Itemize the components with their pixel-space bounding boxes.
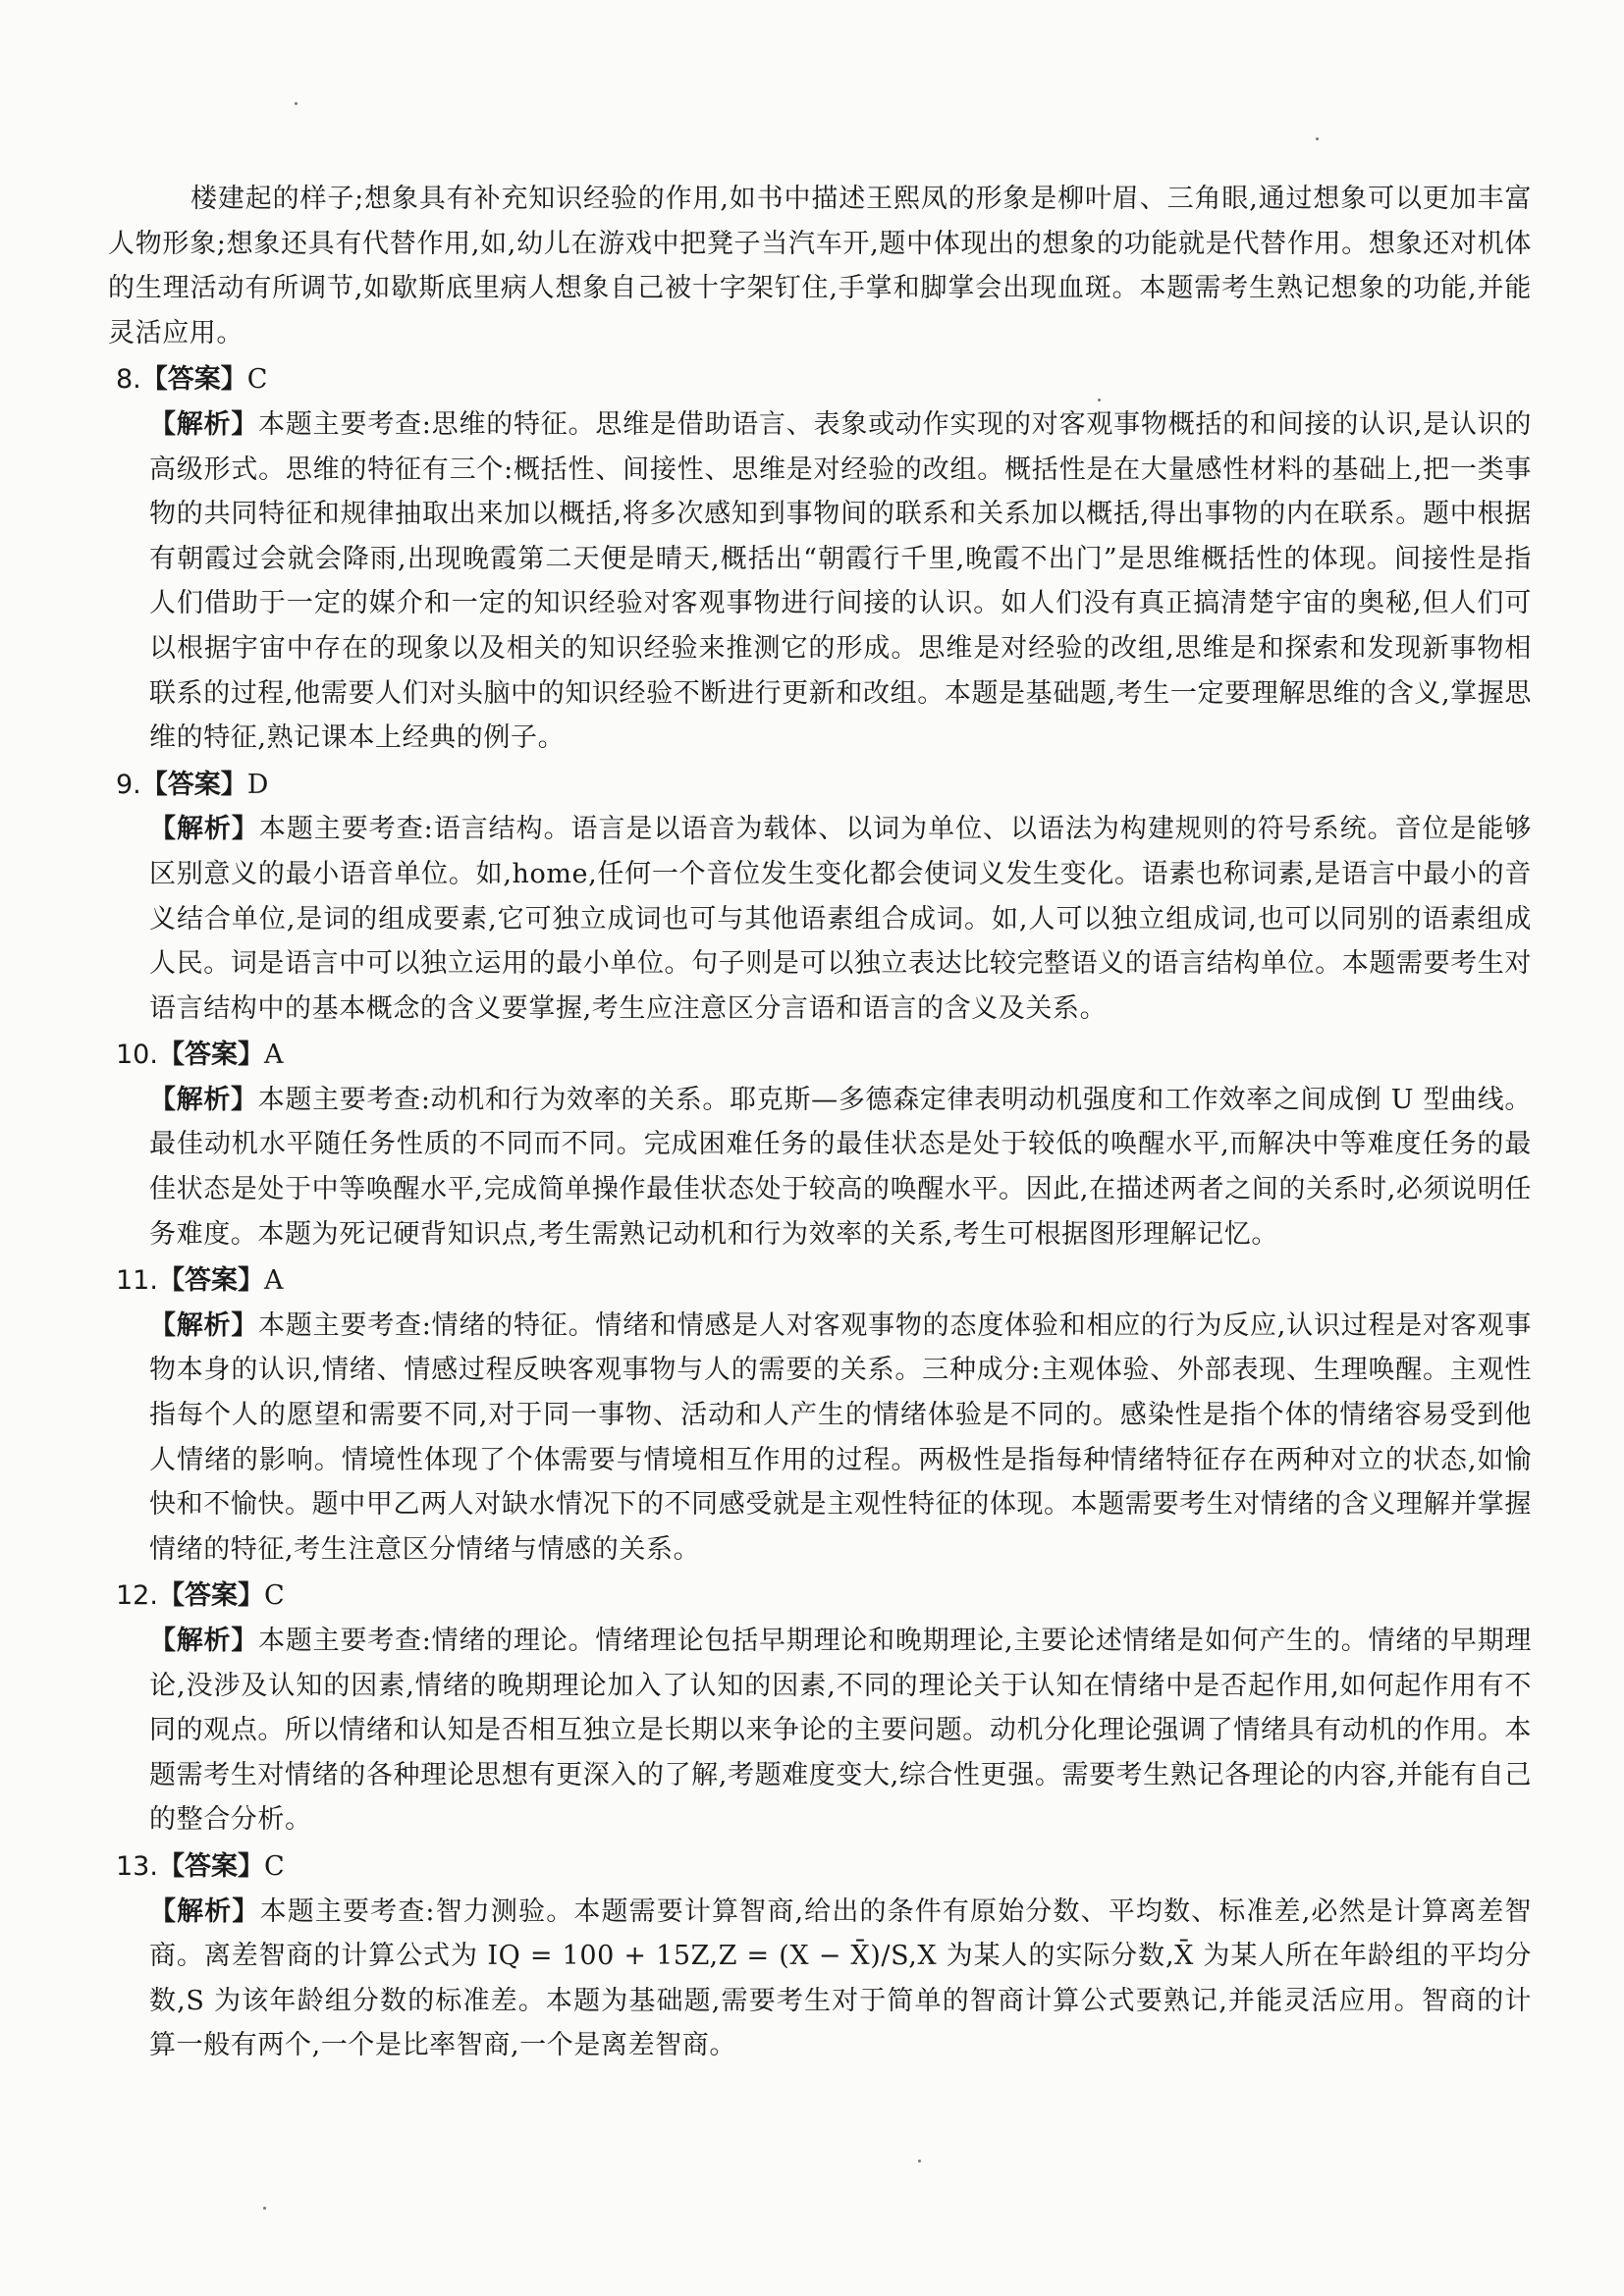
scan-speck (295, 102, 298, 105)
answer-value: D (246, 769, 269, 800)
analysis-text: 本题主要考查:思维的特征。思维是借助语言、表象或动作实现的对客观事物概括的和间接的认识,是认识的高级形式。思维的特征有三个:概括性、间接性、思维是对经验的改组。概括性是在大量感性材料的基础上,把一类事物的共同特征和规律抽取出来加以概括,将多次感知到事物间的联系和关系加以概括,得出事物的内在联系。题中根据有朝霞过会就会降雨,出现晚霞第二天便是晴天,概括出“朝霞行千里,晚霞不出门”是思维概括性的体现。间接性是指人们借助于一定的媒介和一定的知识经验对客观事物进行间接的认识。如人们没有真正搞清楚宇宙的奥秘,但人们可以根据宇宙中存在的现象以及相关的知识经验来推测它的形成。思维是对经验的改组,思维是和探索和发现新事物相联系的过程,他需要人们对头脑中的知识经验不断进行更新和改组。本题是基础题,考生一定要理解思维的含义,掌握思维的特征,熟记课本上经典的例子。 (149, 408, 1532, 754)
analysis-label: 【解析】 (149, 1309, 259, 1341)
answer-line (108, 1574, 1532, 1619)
analysis-label: 【解析】 (149, 1084, 258, 1115)
answer-line (108, 1258, 1532, 1304)
answer-explanations (108, 177, 1532, 2070)
answer-line (108, 763, 1532, 808)
answer-item-13 (108, 1844, 1532, 2068)
answer-item-9 (108, 763, 1532, 1032)
answer-item-8 (108, 357, 1532, 760)
answer-line (108, 1033, 1532, 1078)
analysis-paragraph (108, 807, 1532, 1031)
answer-value: C (263, 1580, 285, 1612)
scan-speck (918, 2160, 921, 2163)
analysis-paragraph (108, 1078, 1532, 1256)
analysis-text: 本题主要考查:情绪的特征。情绪和情感是人对客观事物的态度体验和相应的行为反应,认识过程是对客观事物本身的认识,情绪、情感过程反映客观事物与人的需要的关系。三种成分:主观体验、外部表现、生理唤醒。主观性指每个人的愿望和需要不同,对于同一事物、活动和人产生的情绪体验是不同的。感染性是指个体的情绪容易受到他人情绪的影响。情境性体现了个体需要与情境相互作用的过程。两极性是指每种情绪特征存在两种对立的状态,如愉快和不愉快。题中甲乙两人对缺水情况下的不同感受就是主观性特征的体现。本题需要考生对情绪的含义理解并掌握情绪的特征,考生注意区分情绪与情感的关系。 (149, 1309, 1532, 1565)
answer-label: 【答案】 (157, 1850, 264, 1882)
analysis-label: 【解析】 (149, 408, 259, 440)
answer-value: C (263, 1850, 285, 1882)
scan-speck (263, 2207, 266, 2210)
scan-speck (1316, 137, 1319, 140)
answer-value: A (263, 1265, 284, 1297)
answer-label: 【答案】 (140, 364, 247, 396)
analysis-label: 【解析】 (149, 1896, 260, 1927)
analysis-paragraph (108, 1890, 1532, 2068)
answer-line (108, 357, 1532, 402)
analysis-label: 【解析】 (149, 814, 259, 845)
analysis-paragraph (108, 1619, 1532, 1842)
continuation-paragraph: 楼建起的样子;想象具有补充知识经验的作用,如书中描述王熙凤的形象是柳叶眉、三角眼,通过想象可以更加丰富人物形象;想象还具有代替作用,如,幼儿在游戏中把凳子当汽车开,题中体现出的想象的功能就是代替作用。想象还对机体的生理活动有所调节,如歇斯底里病人想象自己被十字架钉住,手掌和脚掌会出现血斑。本题需考生熟记想象的功能,并能灵活应用。 (108, 184, 1532, 348)
question-number: 12. (116, 1580, 158, 1612)
analysis-text: 本题主要考查:语言结构。语言是以语音为载体、以词为单位、以语法为构建规则的符号系统。音位是能够区别意义的最小语音单位。如,home,任何一个音位发生变化都会使词义发生变化。语素也称词素,是语言中最小的音义结合单位,是词的组成要素,它可独立成词也可与其他语素组合成词。如,人可以独立组成词,也可以同别的语素组成人民。词是语言中可以独立运用的最小单位。句子则是可以独立表达比较完整语义的语言结构单位。本题需要考生对语言结构中的基本概念的含义要掌握,考生应注意区分言语和语言的含义及关系。 (149, 814, 1533, 1024)
analysis-text: 本题主要考查:情绪的理论。情绪理论包括早期理论和晚期理论,主要论述情绪是如何产生的。情绪的早期理论,没涉及认知的因素,情绪的晚期理论加入了认知的因素,不同的理论关于认知在情绪中是否起作用,如何起作用有不同的观点。所以情绪和认知是否相互独立是长期以来争论的主要问题。动机分化理论强调了情绪具有动机的作用。本题需考生对情绪的各种理论思想有更深入的了解,考题难度变大,综合性更强。需要考生熟记各理论的内容,并能有自己的整合分析。 (149, 1626, 1532, 1836)
answer-value: A (263, 1040, 284, 1071)
question-number: 13. (116, 1850, 158, 1882)
question-number: 8. (116, 364, 141, 396)
answer-item-11 (108, 1258, 1532, 1572)
analysis-text: 本题主要考查:智力测验。本题需要计算智商,给出的条件有原始分数、平均数、标准差,必然是计算离差智商。离差智商的计算公式为 IQ = 100 + 15Z,Z = (X − X̄)/S,X 为某人的实际分数,X̄ 为某人所在年龄组的平均分数,S 为该年龄组分数的标准差。本题为基础题,需要考生对于简单的智商计算公式要熟记,并能灵活应用。智商的计算一般有两个,一个是比率智商,一个是离差智商。 (149, 1896, 1532, 2061)
analysis-label: 【解析】 (149, 1626, 259, 1656)
analysis-paragraph (108, 402, 1532, 761)
answer-item-12 (108, 1574, 1532, 1842)
answer-value: C (246, 364, 268, 396)
answer-label: 【答案】 (157, 1265, 264, 1297)
question-number: 10. (116, 1040, 158, 1071)
answer-item-10 (108, 1033, 1532, 1256)
question-number: 9. (116, 769, 141, 800)
analysis-text: 本题主要考查:动机和行为效率的关系。耶克斯—多德森定律表明动机强度和工作效率之间成倒 U 型曲线。最佳动机水平随任务性质的不同而不同。完成困难任务的最佳状态是处于较低的唤醒水平,而解决中等难度任务的最佳状态是处于中等唤醒水平,完成简单操作最佳状态处于较高的唤醒水平。因此,在描述两者之间的关系时,必须说明任务难度。本题为死记硬背知识点,考生需熟记动机和行为效率的关系,考生可根据图形理解记忆。 (149, 1084, 1532, 1250)
answer-line (108, 1844, 1532, 1890)
question-number: 11. (116, 1265, 158, 1297)
analysis-paragraph (108, 1304, 1532, 1573)
answer-label: 【答案】 (157, 1040, 264, 1071)
answer-label: 【答案】 (140, 769, 247, 800)
answer-label: 【答案】 (157, 1580, 264, 1612)
scan-speck (1098, 399, 1101, 401)
